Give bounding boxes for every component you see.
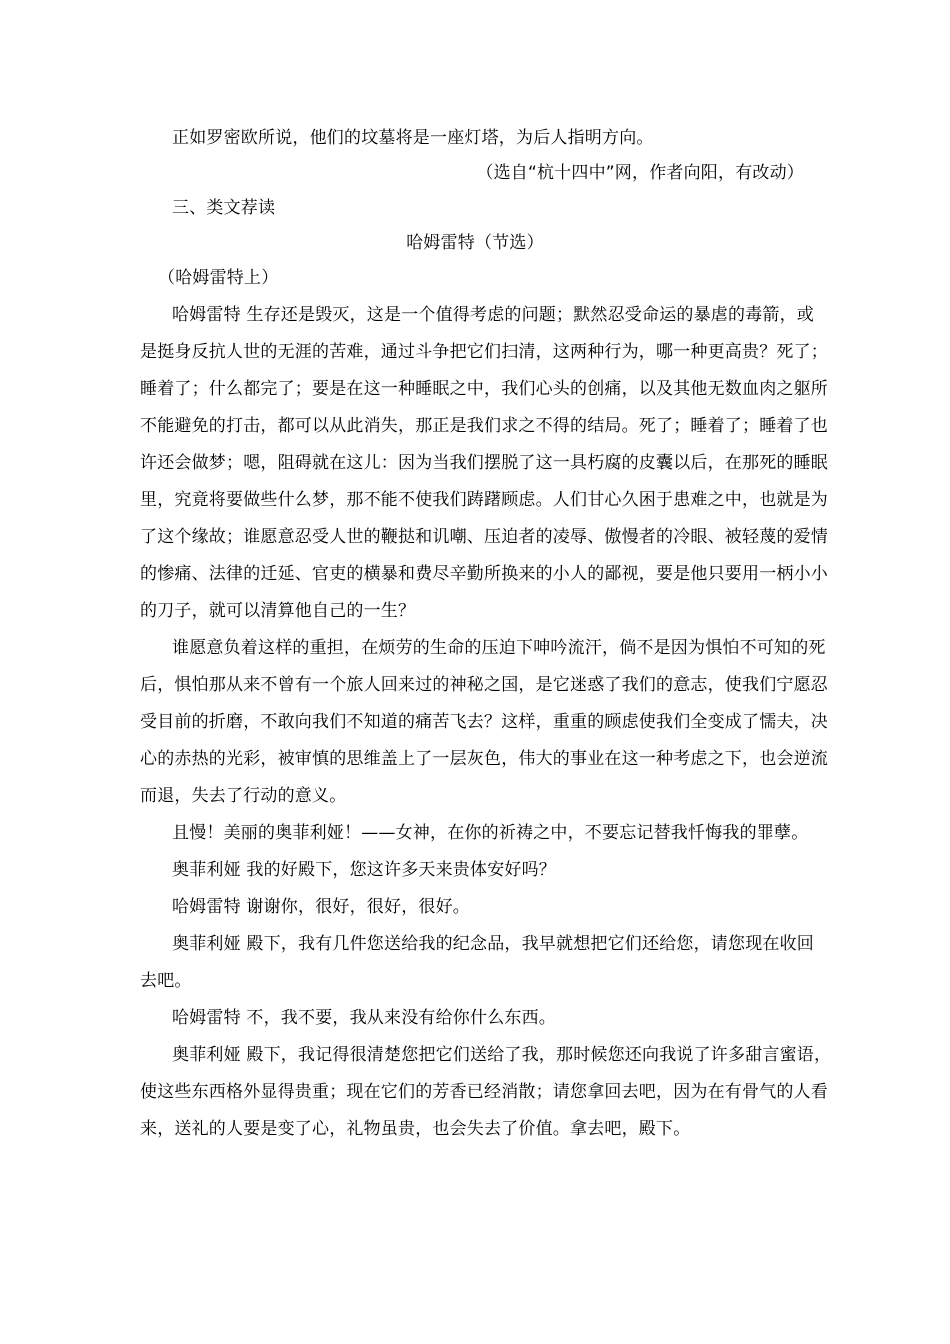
text-line: 后，惧怕那从来不曾有一个旅人回来过的神秘之国，是它迷惑了我们的意志，使我们宁愿忍 <box>140 675 828 695</box>
excerpt-title: 哈姆雷特（节选） <box>406 233 544 253</box>
text-line: 心的赤热的光彩，被审慎的思维盖上了一层灰色，伟大的事业在这一种考虑之下，也会逆流 <box>140 749 828 769</box>
text-line: 睡着了；什么都完了；要是在这一种睡眠之中，我们心头的创痛，以及其他无数血肉之躯所 <box>140 379 828 399</box>
section-heading: 三、类文荐读 <box>172 198 276 218</box>
text-line: 不能避免的打击，都可以从此消失，那正是我们求之不得的结局。死了；睡着了；睡着了也 <box>140 416 828 436</box>
text-line: 而退，失去了行动的意义。 <box>140 786 347 806</box>
text-line: 许还会做梦；嗯，阻碍就在这儿：因为当我们摆脱了这一具朽腐的皮囊以后，在那死的睡眠 <box>140 453 828 473</box>
text-line: 是挺身反抗人世的无涯的苦难，通过斗争把它们扫清，这两种行为，哪一种更高贵？死了； <box>140 342 828 362</box>
text-line: 奥菲利娅 殿下，我记得很清楚您把它们送给了我，那时候您还向我说了许多甜言蜜语， <box>172 1045 832 1065</box>
stage-direction: （哈姆雷特上） <box>158 268 279 288</box>
text-line: 哈姆雷特 谢谢你，很好，很好，很好。 <box>172 897 471 917</box>
text-line: 了这个缘故；谁愿意忍受人世的鞭挞和讥嘲、压迫者的凌辱、傲慢者的冷眼、被轻蔑的爱情 <box>140 527 828 547</box>
text-line: 的惨痛、法律的迁延、官吏的横暴和费尽辛勤所换来的小人的鄙视，要是他只要用一柄小小 <box>140 564 828 584</box>
text-line: 奥菲利娅 殿下，我有几件您送给我的纪念品，我早就想把它们还给您，请您现在收回 <box>172 934 815 954</box>
text-line: 受目前的折磨，不敢向我们不知道的痛苦飞去？这样，重重的顾虑使我们全变成了懦夫，决 <box>140 712 828 732</box>
text-line: 哈姆雷特 生存还是毁灭，这是一个值得考虑的问题；默然忍受命运的暴虐的毒箭，或 <box>172 305 815 325</box>
text-line: 哈姆雷特 不，我不要，我从来没有给你什么东西。 <box>172 1008 557 1028</box>
text-line: 里，究竟将要做些什么梦，那不能不使我们踌躇顾虑。人们甘心久困于患难之中，也就是为 <box>140 490 828 510</box>
text-line: 来，送礼的人要是变了心，礼物虽贵，也会失去了价值。拿去吧，殿下。 <box>140 1119 691 1139</box>
source-note: （选自“杭十四中”网，作者向阳，有改动） <box>476 163 804 183</box>
passage-end-line: 正如罗密欧所说，他们的坟墓将是一座灯塔，为后人指明方向。 <box>172 128 654 148</box>
text-line: 奥菲利娅 我的好殿下，您这许多天来贵体安好吗？ <box>172 860 557 880</box>
text-line: 谁愿意负着这样的重担，在烦劳的生命的压迫下呻吟流汗，倘不是因为惧怕不可知的死 <box>172 638 826 658</box>
text-line: 去吧。 <box>140 971 192 991</box>
text-line: 的刀子，就可以清算他自己的一生？ <box>140 601 416 621</box>
text-line: 使这些东西格外显得贵重；现在它们的芳香已经消散；请您拿回去吧，因为在有骨气的人看 <box>140 1082 828 1102</box>
text-line: 且慢！美丽的奥菲利娅！——女神，在你的祈祷之中，不要忘记替我忏悔我的罪孽。 <box>172 823 809 843</box>
